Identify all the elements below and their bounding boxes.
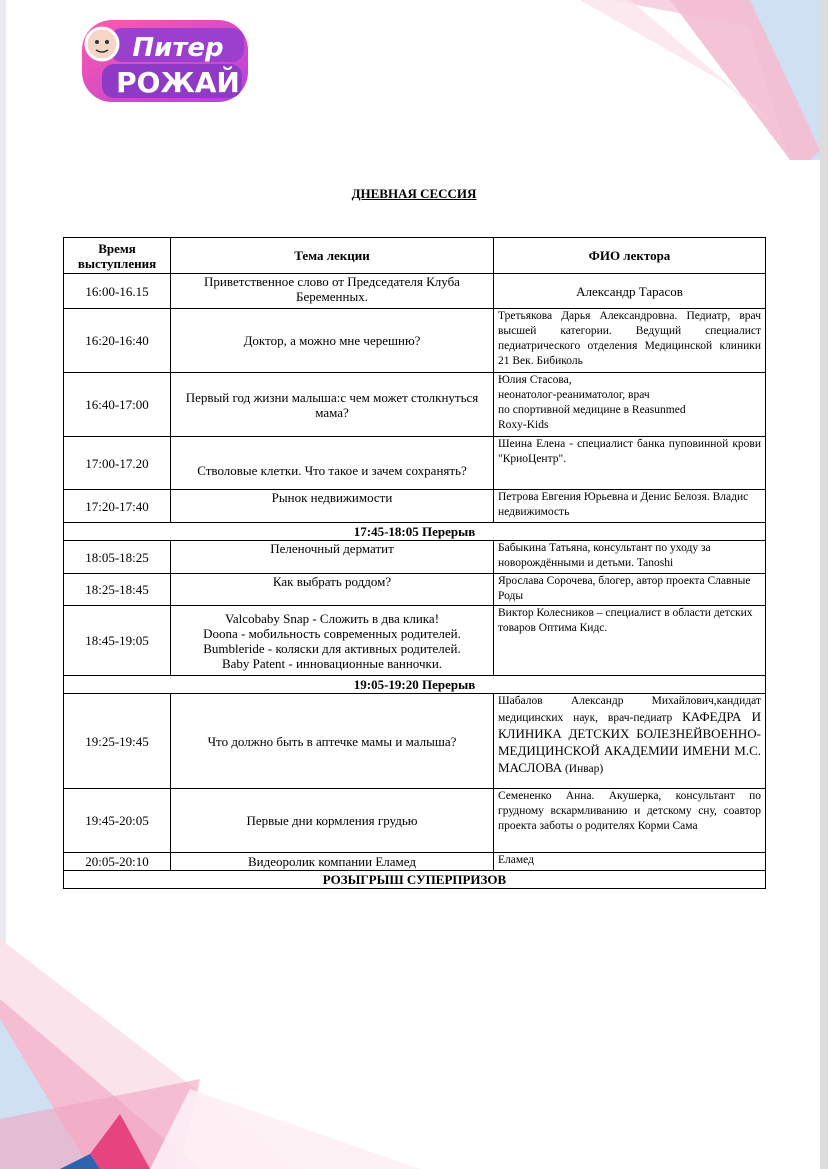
topic-cell: Рынок недвижимости <box>171 490 494 523</box>
table-row <box>64 309 766 373</box>
table-row <box>64 853 766 871</box>
lecturer-cell: Шеина Елена - специалист банка пуповинной крови "КриоЦентр". <box>494 437 766 490</box>
topic-cell: Что должно быть в аптечке мамы и малыша? <box>171 694 494 789</box>
bottom-decoration <box>0 939 420 1169</box>
time-cell: 16:00-16.15 <box>64 274 171 309</box>
lecturer-cell <box>494 373 766 437</box>
schedule-table <box>63 237 766 889</box>
lecturer-line: Roxy-Kids <box>498 419 549 431</box>
break-row <box>64 676 766 694</box>
break-cell: 17:45-18:05 Перерыв <box>64 523 766 541</box>
table-row <box>64 541 766 574</box>
topic-cell: Первый год жизни малыша:с чем может столкнуться мама? <box>171 373 494 437</box>
lecturer-cell: Семененко Анна. Акушерка, консультант по грудному вскармливанию и детскому сну, соавтор проекта заботы о родителях Корми Сама <box>494 789 766 853</box>
page-edge-left <box>0 0 6 1169</box>
lecturer-cell: Петрова Евгения Юрьевна и Денис Белозя. Владис недвижимость <box>494 490 766 523</box>
topic-cell: Пеленочный дерматит <box>171 541 494 574</box>
topic-cell: Стволовые клетки. Что такое и зачем сохранять? <box>171 437 494 490</box>
time-cell: 16:40-17:00 <box>64 373 171 437</box>
lecturer-cell: Третьякова Дарья Александровна. Педиатр, врач высшей категории. Ведущий специалист педиатрического отделения Медицинской клиники 21 Век. Бибиколь <box>494 309 766 373</box>
time-cell: 17:00-17.20 <box>64 437 171 490</box>
topic-line: Doona - мобильность современных родителей. <box>203 625 461 641</box>
topic-line: Bumbleride - коляски для активных родителей. <box>203 640 461 656</box>
table-row <box>64 490 766 523</box>
lecturer-text-suffix: (Инвар) <box>564 763 604 775</box>
table-row <box>64 789 766 853</box>
table-header-row <box>64 238 766 274</box>
lecturer-line: по спортивной медицине в Reasunmed <box>498 404 686 416</box>
topic-cell <box>171 606 494 676</box>
logo-line-1: Питер <box>132 33 224 63</box>
topic-cell: Первые дни кормления грудью <box>171 789 494 853</box>
final-cell: РОЗЫГРЫШ СУПЕРПРИЗОВ <box>64 871 766 889</box>
topic-cell: Приветственное слово от Председателя Клуба Беременных. <box>171 274 494 309</box>
table-row <box>64 694 766 789</box>
topic-cell: Видеоролик компании Еламед <box>171 853 494 871</box>
time-cell: 18:45-19:05 <box>64 606 171 676</box>
lecturer-text: Шабалов Александр Михайлович,кандидат медицинских наук, врач-педиатр <box>498 695 761 724</box>
break-row <box>64 523 766 541</box>
lecturer-cell: Ярослава Сорочева, блогер, автор проекта Славные Роды <box>494 574 766 606</box>
break-cell: 19:05-19:20 Перерыв <box>64 676 766 694</box>
session-title: ДНЕВНАЯ СЕССИЯ <box>351 186 477 201</box>
time-cell: 18:05-18:25 <box>64 541 171 574</box>
top-decoration <box>490 0 820 160</box>
time-cell: 19:25-19:45 <box>64 694 171 789</box>
header-lecturer: ФИО лектора <box>494 238 766 274</box>
final-row <box>64 871 766 889</box>
topic-line: Baby Patent - инновационные ванночки. <box>221 655 443 671</box>
lecturer-department: КАФЕДРА И КЛИНИКА ДЕТСКИХ БОЛЕЗНЕЙВОЕННО-МЕДИЦИНСКОЙ АКАДЕМИИ ИМЕНИ М.С. МАСЛОВА <box>498 709 761 775</box>
lecturer-cell: Виктор Колесников – специалист в области детских товаров Оптима Кидс. <box>494 606 766 676</box>
lecturer-cell: Александр Тарасов <box>494 274 766 309</box>
piter-rozhay-logo <box>80 14 250 106</box>
time-cell: 20:05-20:10 <box>64 853 171 871</box>
table-row <box>64 437 766 490</box>
lecturer-line: неонатолог-реаниматолог, врач <box>498 389 650 401</box>
table-row <box>64 574 766 606</box>
table-row <box>64 373 766 437</box>
time-cell: 19:45-20:05 <box>64 789 171 853</box>
time-cell: 17:20-17:40 <box>64 490 171 523</box>
time-cell: 18:25-18:45 <box>64 574 171 606</box>
table-row <box>64 274 766 309</box>
topic-cell: Доктор, а можно мне черешню? <box>171 309 494 373</box>
topic-cell: Как выбрать роддом? <box>171 574 494 606</box>
lecturer-cell: Бабыкина Татьяна, консультант по уходу за новорождёнными и детьми. Tanoshi <box>494 541 766 574</box>
lecturer-cell <box>494 694 766 789</box>
table-row <box>64 606 766 676</box>
topic-line: Valcobaby Snap - Сложить в два клика! <box>224 610 440 626</box>
time-cell: 16:20-16:40 <box>64 309 171 373</box>
lecturer-cell: Еламед <box>494 853 766 871</box>
logo-line-2: РОЖАЙ <box>116 66 240 99</box>
header-topic: Тема лекции <box>171 238 494 274</box>
header-time: Время выступления <box>64 238 171 274</box>
page-edge-right <box>820 0 828 1169</box>
lecturer-line: Юлия Стасова, <box>498 374 572 386</box>
